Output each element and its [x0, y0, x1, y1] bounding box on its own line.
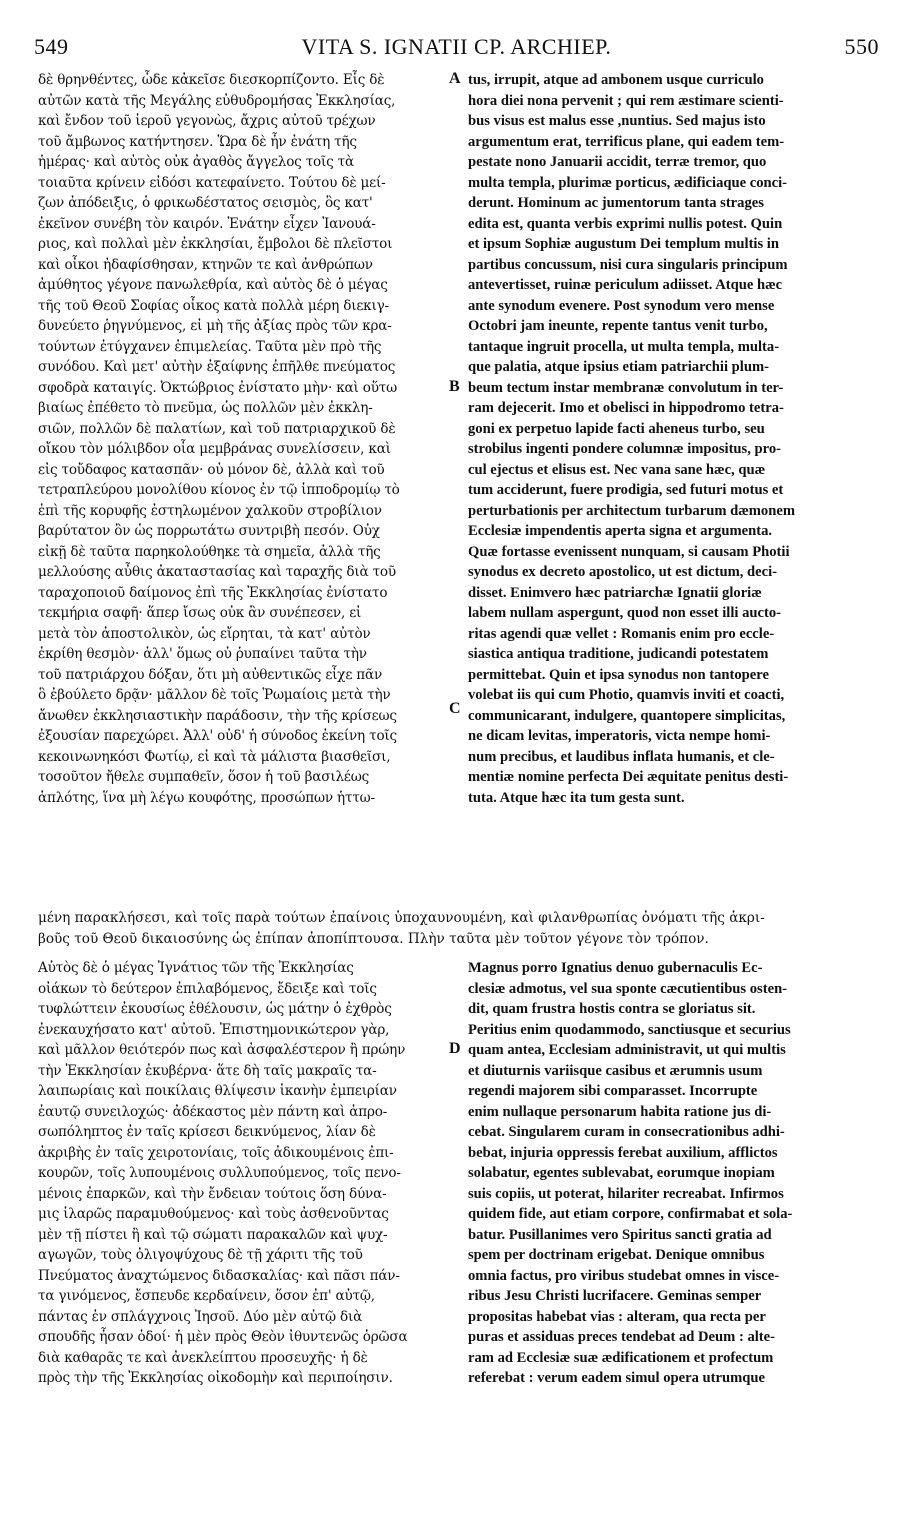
greek-full-width-lines: μένη παρακλήσεσι, καὶ τοῖς παρὰ τούτων ἐπαίνοις ὑποχαυνουμένη, καὶ φιλανθρωπίας ὀνόματι τῆς ἀκρι- βοῦς τοῦ Θεοῦ δικαιοσύνης ὡς ἐπίπαν ἀποπίπτουσα. Πλὴν ταῦτα μὲν τοῦτον γέγονε τὸν τρόπον.	[38, 910, 765, 947]
running-title: VITA S. IGNATII CP. ARCHIEP.	[301, 34, 612, 59]
margin-marker-c: C	[449, 700, 461, 717]
margin-marker-b: B	[449, 378, 460, 395]
latin-column-bottom: Magnus porro Ignatius denuo gubernaculis Ec- clesiæ admotus, vel sua sponte cæcutientibus osten- dit, quam frustra hostis contra se gloriatus sit. Peritius enim quodammodo, sanctiusque et securius quam antea, Ecclesiam administravit, ut qui multis et diuturnis variisque casibus et ærumnis usum regendi majorem sibi comparasset. Incorrupte enim nullaque personarum habita ratione jus di- cebat. Singularem curam in consecrationibus adhi- bebat, injuria oppressis ferebat auxilium, afflictos solabatur, egentes sublevabat, eorumque inopiam suis copiis, ut poterat, hilariter recreabat. Infirmos quidem fide, aut etiam corpore, confirmabat et sola- batur. Pusillanimes vero Spiritus sancti gratia ad spem per doctrinam erigebat. Denique omnibus omnia factus, pro viribus studebat omnes in visce- ribus Jesu Christi lucrifacere. Geminas semper propositas habebat vias : alteram, qua recta per puras et assiduas preces tendebat ad Deum : alte- ram ad Ecclesiæ suæ ædificationem et profectum referebat : verum eadem simul opera utrumque	[468, 960, 793, 1386]
page-number-right: 550	[844, 34, 879, 59]
greek-column-top: δὲ θρηνθέντες, ὧδε κἀκεῖσε διεσκορπίζοντο. Εἷς δὲ αὐτῶν κατὰ τῆς Μεγάλης εὐθυδρομήσας Ἐκκλησίας, καὶ ἔνδον τοῦ ἱεροῦ γεγονὼς, ἄχρις αὐτοῦ τρέχων τοῦ ἄμβωνος κατήντησεν. Ὥρα δὲ ἦν ἐνάτη τῆς ἡμέρας· καὶ αὐτὸς οὐκ ἀγαθὸς ἄγγελος τοῖς τὰ τοιαῦτα κρίνειν εἰδόσι κατεφαίνετο. Τούτου δὲ μεί- ζων ἀπόδειξις, ὁ φρικωδέστατος σεισμὸς, ὃς κατ' ἐκεῖνον συνέβη τὸν καιρόν. Ἐνάτην εἶχεν Ἰανουά- ριος, καὶ πολλαὶ μὲν ἐκκλησίαι, ἔμβολοι δὲ πλεῖστοι καὶ οἶκοι ἠδαφίσθησαν, κτηνῶν τε καὶ ἀνθρώπων ἀμύθητος γέγονε πανωλεθρία, καὶ αὐτὸς δὲ ὁ μέγας τῆς τοῦ Θεοῦ Σοφίας οἶκος κατὰ πολλὰ μέρη διεκιγ- δυνεύετο ῥηγνύμενος, εἰ μὴ τῆς ἀξίας πρὸς τῶν κρα- τούντων ἐτύγχανεν ἐπιμελείας. Ταῦτα μὲν πρὸ τῆς συνόδου. Καὶ μετ' αὐτὴν ἐξαίφνης ἐπῆλθε πνεύματος σφοδρὰ καταιγίς. Ὀκτώβριος ἐνίστατο μὴν· καὶ οὕτω βιαίως ἐπέθετο τὸ πνεῦμα, ὡς πολλῶν μὲν ἐκκλη- σιῶν, πολλῶν δὲ παλατίων, καὶ τοῦ πατριαρχικοῦ δὲ οἴκου τὸν μόλιβδον οἷα μεμβράνας συνελίσσειν, καὶ εἰς τοὔδαφος κατασπᾶν· οὐ μόνον δὲ, ἀλλὰ καὶ τοῦ τετραπλεύρου μονολίθου κίονος ἐν τῷ ἱπποδρομίῳ τὸ ἐπὶ τῆς κορυφῆς ἐστηλωμένον χαλκοῦν στροβίλιον βαρύτατον ὂν ὡς πορρωτάτω συντριβὴ πεσόν. Οὐχ εἰκῇ δὲ ταῦτα παρηκολούθηκε τὰ σημεῖα, ἀλλὰ τῆς μελλούσης αὖθις ἀκαταστασίας καὶ ταραχῆς διὰ τοῦ ταραχοποιοῦ δαίμονος ἐπὶ τῆς Ἐκκλησίας ἐνίστατο τεκμήρια σαφῆ· ἅπερ ἴσως οὐκ ἂν συνέπεσεν, εἰ μετὰ τὸν ἀποστολικὸν, ὡς εἴρηται, τὰ κατ' αὐτὸν ἐκρίθη θεσμὸν· ἀλλ' ὅμως οὐ ῥυπαίνει ταῦτα τὴν τοῦ πατριάρχου δόξαν, ὅτι μὴ αὐθεντικῶς εἶχε πᾶν ὃ ἐβούλετο δρᾷν· μᾶλλον δὲ τοῖς Ῥωμαίοις μετὰ τὴν ἄνωθεν ἐκκλησιαστικὴν παράδοσιν, τὴν τῆς κρίσεως ἐξουσίαν παρεχώρει. Ἀλλ' οὐδ' ἡ σύνοδος ἐκείνη τοῖς κεκοινωνηκόσι Φωτίῳ, εἰ καὶ τὰ μάλιστα βιασθεῖσι, τοσοῦτον ἤθελε συμπαθεῖν, ὅσον ἡ τοῦ βασιλέως ἁπλότης, ἵνα μὴ λέγω κουφότης, προσώπων ἡττω-	[38, 72, 400, 806]
margin-marker-a: A	[449, 70, 461, 87]
margin-marker-d: D	[449, 1040, 461, 1057]
running-header	[34, 34, 879, 64]
greek-column-bottom: Αὐτὸς δὲ ὁ μέγας Ἰγνάτιος τῶν τῆς Ἐκκλησίας οἰάκων τὸ δεύτερον ἐπιλαβόμενος, ἔδειξε καὶ τοῖς τυφλώττειν ἐκουσίως ἐθέλουσιν, ὡς μάτην ὁ ἐχθρὸς ἐνεκαυχήσατο κατ' αὐτοῦ. Ἐπιστημονικώτερον γὰρ, καὶ μᾶλλον θειότερόν πως καὶ ἀσφαλέστερον ἢ πρώην τὴν Ἐκκλησίαν ἐκυβέρνα· ἅτε δὴ ταῖς μακραῖς τα- λαιπωρίαις καὶ ποικίλαις θλίψεσιν ἱκανὴν ἐμπειρίαν ἑαυτῷ συνειλοχώς· ἀδέκαστος μὲν πάντη καὶ ἀπρο- σωπόληπτος ἐν ταῖς κρίσεσι δεικνύμενος, λίαν δὲ ἀκριβὴς ἐν ταῖς χειροτονίαις, τοῖς ἀδικουμένοις ἐπι- κουρῶν, τοῖς λυπουμένοις συλλυπούμενος, τοῖς πενο- μένοις ἐπαρκῶν, καὶ τὴν ἔνδειαν τούτοις ὅση δύνα- μις ἱλαρῶς παραμυθούμενος· καὶ τοὺς ἀσθενοῦντας μὲν τῇ πίστει ἢ καὶ τῷ σώματι παρακαλῶν καὶ ψυχ- αγωγῶν, τοὺς ὀλιγοψύχους δὲ τῇ χάριτι τῆς τοῦ Πνεύματος ἀναχτώμενος διδασκαλίας· καὶ πᾶσι πάν- τα γινόμενος, ἔσπευδε κερδαίνειν, ὅσον ἐπ' αὐτῷ, πάντας ἐν σπλάγχνοις Ἰησοῦ. Δύο μὲν αὐτῷ διὰ σπουδῆς ἦσαν ὁδοί· ἡ μὲν πρὸς Θεὸν ἰθυντενῶς ὁρῶσα διὰ καθαρᾶς τε καὶ ἀνεκλείπτου προσευχῆς· ἡ δὲ πρὸς τὴν τῆς Ἐκκλησίας οἰκοδομὴν καὶ περιποίησιν.	[38, 960, 408, 1386]
page-number-left: 549	[34, 34, 69, 59]
latin-column-top: tus, irrupit, atque ad ambonem usque curriculo hora diei nona pervenit ; qui rem æstimare scienti- bus visus est malus esse ,nuntius. Sed majus isto argumentum erat, terrificus plane, qui eadem tem- pestate nono Januarii accidit, terræ tremor, quo multa templa, plurimæ porticus, ædificiaque conci- derunt. Hominum ac jumentorum tanta strages edita est, quanta verbis exprimi nullis potest. Quin et ipsum Sophiæ augustum Dei templum multis in partibus concussum, nisi cura singularis principum antevertisset, ruinæ periculum adiisset. Atque hæc ante synodum evenere. Post synodum vero mense Octobri jam ineunte, repente tantus venit turbo, tantaque ingruit procella, ut multa templa, multa- que palatia, atque ipsius etiam patriarchii plum- beum tectum instar membranæ convolutum in ter- ram dejecerit. Imo et obelisci in hippodromo tetra- goni ex perpetuo lapide facti aheneus turbo, seu strobilus ingenti pondere columnæ impositus, pro- cul ejectus et elisus est. Nec vana sane hæc, quæ tum acciderunt, fuere prodigia, sed futuri motus et perturbationis per architectum turbarum dæmonem Ecclesiæ impendentis aperta signa et argumenta. Quæ fortasse evenissent nunquam, si causam Photii synodus ex decreto apostolico, ut est dictum, deci- disset. Enimvero hæc patriarchæ Ignatii gloriæ labem nullam aspergunt, quod non esset illi aucto- ritas agendi quæ vellet : Romanis enim pro eccle- siastica antiqua traditione, judicandi potestatem permittebat. Quin et ipsa synodus non tantopere volebat iis qui cum Photio, quamvis inviti et coacti, communicarant, indulgere, quantopere simplicitas, ne dicam levitas, imperatoris, victa nempe homi- num precibus, et laudibus inflata humanis, et cle- mentiæ nomine perfecta Dei æquitate penitus desti- tuta. Atque hæc ita tum gesta sunt.	[468, 72, 795, 806]
